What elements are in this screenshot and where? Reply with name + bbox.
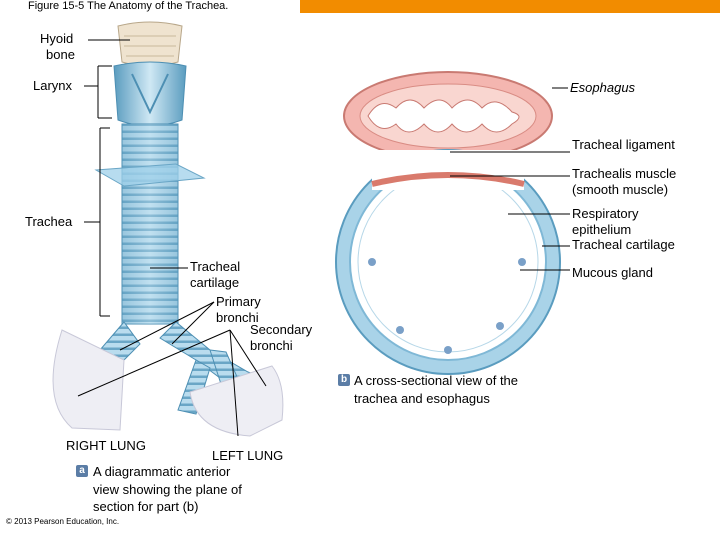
caption-a-badge: a	[76, 465, 88, 477]
hyoid-bone-label-line1: Hyoid	[40, 31, 74, 46]
left-lung-label: LEFT LUNG	[212, 448, 284, 463]
respiratory-epithelium-label-line2: epithelium	[572, 222, 632, 237]
figure-title: Figure 15-5 The Anatomy of the Trachea.	[28, 0, 229, 12]
mucous-gland-label: Mucous gland	[572, 265, 653, 280]
larynx-illustration	[114, 62, 186, 126]
esophagus-label: Esophagus	[570, 80, 636, 95]
caption-a-line1: A diagrammatic anterior	[93, 464, 231, 479]
trachea-tube	[122, 124, 178, 324]
trachealis-muscle-label-line1: Trachealis muscle	[572, 166, 677, 181]
larynx-label: Larynx	[33, 78, 73, 93]
tracheal-cross-section	[336, 150, 560, 374]
right-lung-label: RIGHT LUNG	[66, 438, 146, 453]
trachealis-muscle-label-line2: (smooth muscle)	[572, 182, 669, 197]
primary-bronchi-label-line2: bronchi	[216, 310, 259, 325]
hyoid-bone	[118, 22, 182, 66]
copyright-notice: © 2013 Pearson Education, Inc.	[6, 517, 120, 526]
tracheal-cartilage-label-line1: Tracheal	[190, 259, 241, 274]
secondary-bronchi-label-line1: Secondary	[250, 322, 313, 337]
section-plane	[96, 164, 204, 186]
secondary-bronchi-label-line2: bronchi	[250, 338, 293, 353]
hyoid-bone-label-line2: bone	[46, 47, 75, 62]
caption-b-badge: b	[338, 374, 350, 386]
tracheal-cartilage-b-label: Tracheal cartilage	[572, 237, 675, 252]
caption-a-line2: view showing the plane of	[93, 482, 242, 497]
tracheal-cartilage-label-line2: cartilage	[190, 275, 240, 290]
tracheal-ligament-label: Tracheal ligament	[572, 137, 675, 152]
trachea-label: Trachea	[25, 214, 73, 229]
respiratory-epithelium-label-line1: Respiratory	[572, 206, 639, 221]
esophagus-cross-section	[344, 72, 552, 160]
primary-bronchi-label-line1: Primary	[216, 294, 261, 309]
caption-a-line3: section for part (b)	[93, 499, 199, 514]
caption-b-line2: trachea and esophagus	[354, 391, 490, 406]
caption-b-line1: A cross-sectional view of the	[354, 373, 519, 388]
